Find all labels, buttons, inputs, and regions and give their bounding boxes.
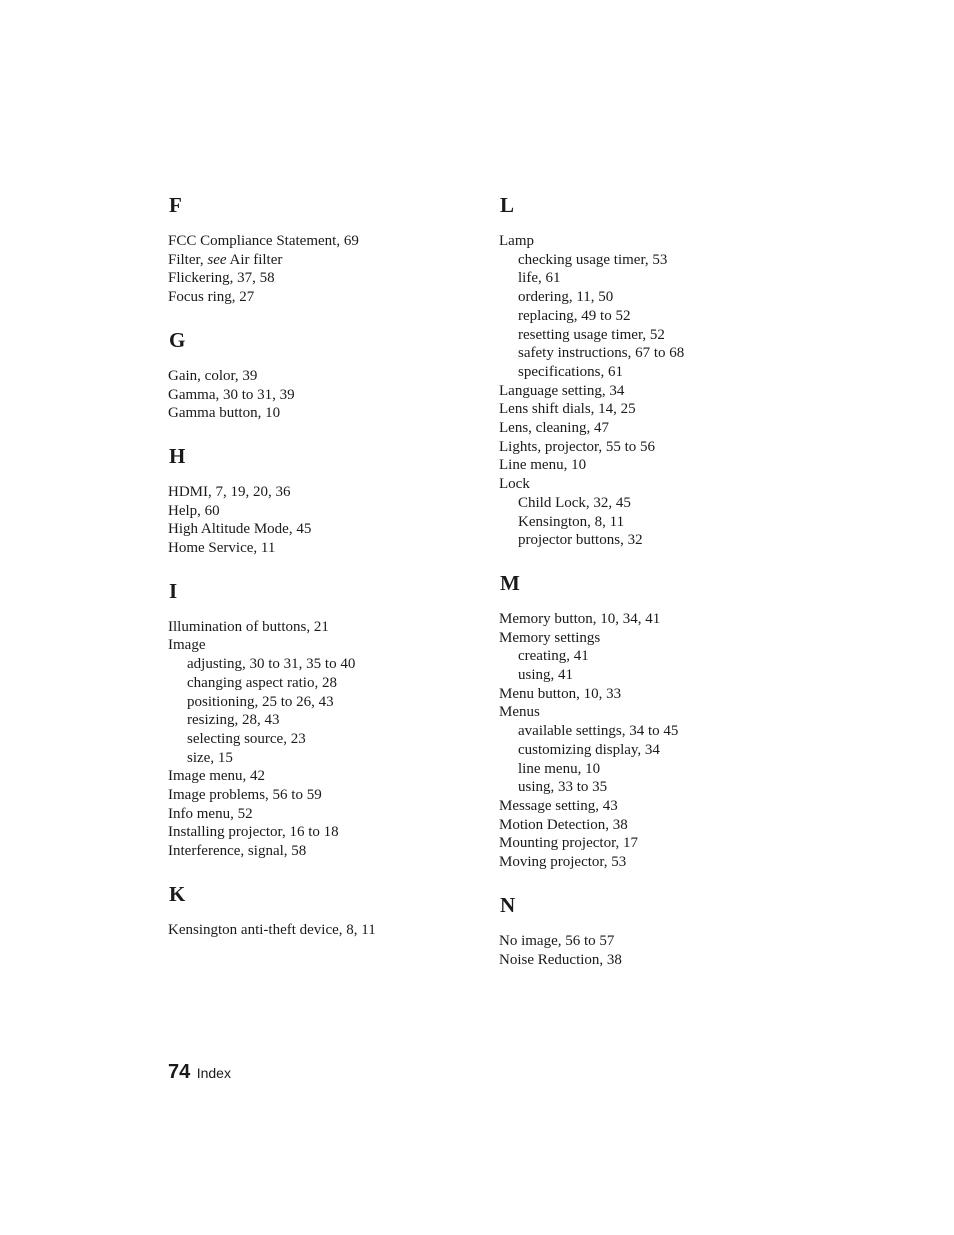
index-entry: Gamma, 30 to 31, 39 (168, 386, 295, 403)
index-entry-list (499, 932, 799, 969)
index-subentry: projector buttons, 32 (518, 532, 643, 549)
index-entry: Focus ring, 27 (168, 289, 255, 306)
index-entry (168, 251, 468, 270)
index-entry-list (499, 232, 799, 550)
index-entry: Image problems, 56 to 59 (168, 787, 322, 804)
index-subentry: checking usage timer, 53 (518, 251, 668, 268)
index-entry: Mounting projector, 17 (499, 835, 638, 852)
section-letter-heading: G (169, 327, 186, 352)
index-section-i (168, 578, 468, 861)
index-entry: Lens shift dials, 14, 25 (499, 401, 636, 418)
index-entry: Language setting, 34 (499, 382, 625, 399)
index-entry: Help, 60 (168, 502, 220, 519)
index-entry: Home Service, 11 (168, 540, 276, 557)
index-entry: Menus (499, 704, 540, 721)
index-subentry: Kensington, 8, 11 (518, 513, 625, 530)
index-entry: Lock (499, 476, 530, 493)
section-letter-heading: L (500, 193, 515, 217)
index-section-m (499, 570, 799, 872)
section-letter-heading: N (500, 892, 516, 917)
index-section-k (168, 881, 468, 940)
index-column-left (168, 192, 468, 960)
index-subentry: life, 61 (518, 270, 561, 287)
section-letter-heading: K (169, 881, 186, 906)
index-entry: Interference, signal, 58 (168, 843, 307, 860)
index-entry: Image (168, 637, 206, 654)
index-entry: Gamma button, 10 (168, 405, 281, 422)
index-column-right (499, 192, 799, 989)
index-subentry: positioning, 25 to 26, 43 (187, 693, 334, 710)
index-section-l (499, 192, 799, 550)
section-letter-heading: H (169, 443, 186, 468)
index-entry: Kensington anti-theft device, 8, 11 (168, 921, 376, 938)
index-entry-list (499, 610, 799, 872)
index-entry-list (168, 232, 468, 307)
index-entry: Message setting, 43 (499, 797, 618, 814)
index-subentry: selecting source, 23 (187, 730, 306, 747)
section-letter-heading: M (500, 570, 520, 595)
index-subentry: Child Lock, 32, 45 (518, 494, 631, 511)
index-entry: Lamp (499, 233, 534, 249)
index-entry: Gain, color, 39 (168, 367, 258, 384)
index-entry: Memory button, 10, 34, 41 (499, 610, 661, 627)
index-subentry: replacing, 49 to 52 (518, 307, 631, 324)
index-subentry: adjusting, 30 to 31, 35 to 40 (187, 656, 356, 673)
index-section-g (168, 327, 468, 423)
index-entry: No image, 56 to 57 (499, 932, 615, 949)
index-subentry: resizing, 28, 43 (187, 712, 280, 729)
index-entry-list (168, 618, 468, 861)
index-subentry: using, 33 to 35 (518, 779, 608, 796)
index-entry: Memory settings (499, 629, 601, 646)
index-entry: High Altitude Mode, 45 (168, 521, 312, 538)
index-entry: Noise Reduction, 38 (499, 951, 622, 968)
index-entry: FCC Compliance Statement, 69 (168, 233, 359, 249)
index-subentry: customizing display, 34 (518, 741, 660, 758)
index-entry: Flickering, 37, 58 (168, 270, 275, 287)
index-section-h (168, 443, 468, 558)
index-subentry: changing aspect ratio, 28 (187, 674, 337, 691)
index-entry: Line menu, 10 (499, 457, 587, 474)
index-subentry: creating, 41 (518, 648, 589, 665)
index-entry: Moving projector, 53 (499, 854, 627, 871)
section-letter-heading: I (169, 578, 178, 603)
entry-text-part: Air filter (226, 251, 283, 268)
index-entry-list (168, 921, 468, 940)
index-entry: Lights, projector, 55 to 56 (499, 438, 656, 455)
page-number: 74 (168, 1061, 191, 1083)
index-entry: Installing projector, 16 to 18 (168, 824, 339, 841)
index-subentry: size, 15 (187, 749, 233, 766)
index-section-f (168, 192, 468, 307)
footer-label: Index (196, 1065, 231, 1081)
index-entry: HDMI, 7, 19, 20, 36 (168, 483, 291, 500)
entry-text-part: Filter, (168, 251, 208, 268)
index-subentry: resetting usage timer, 52 (518, 326, 665, 343)
index-section-n (499, 892, 799, 969)
index-subentry: available settings, 34 to 45 (518, 723, 679, 740)
index-subentry: ordering, 11, 50 (518, 289, 614, 306)
index-subentry: specifications, 61 (518, 363, 623, 380)
index-subentry: line menu, 10 (518, 760, 601, 777)
index-entry-list (168, 367, 468, 423)
page-footer (168, 1061, 231, 1084)
index-entry: Image menu, 42 (168, 768, 266, 785)
see-reference: see (207, 251, 227, 268)
index-entry: Info menu, 52 (168, 805, 253, 822)
index-entry: Illumination of buttons, 21 (168, 618, 329, 635)
index-subentry: safety instructions, 67 to 68 (518, 345, 685, 362)
index-entry-list (168, 483, 468, 558)
index-entry: Motion Detection, 38 (499, 816, 628, 833)
index-subentry: using, 41 (518, 667, 574, 684)
index-entry: Lens, cleaning, 47 (499, 420, 609, 437)
section-letter-heading: F (169, 193, 182, 217)
index-entry: Menu button, 10, 33 (499, 685, 622, 702)
